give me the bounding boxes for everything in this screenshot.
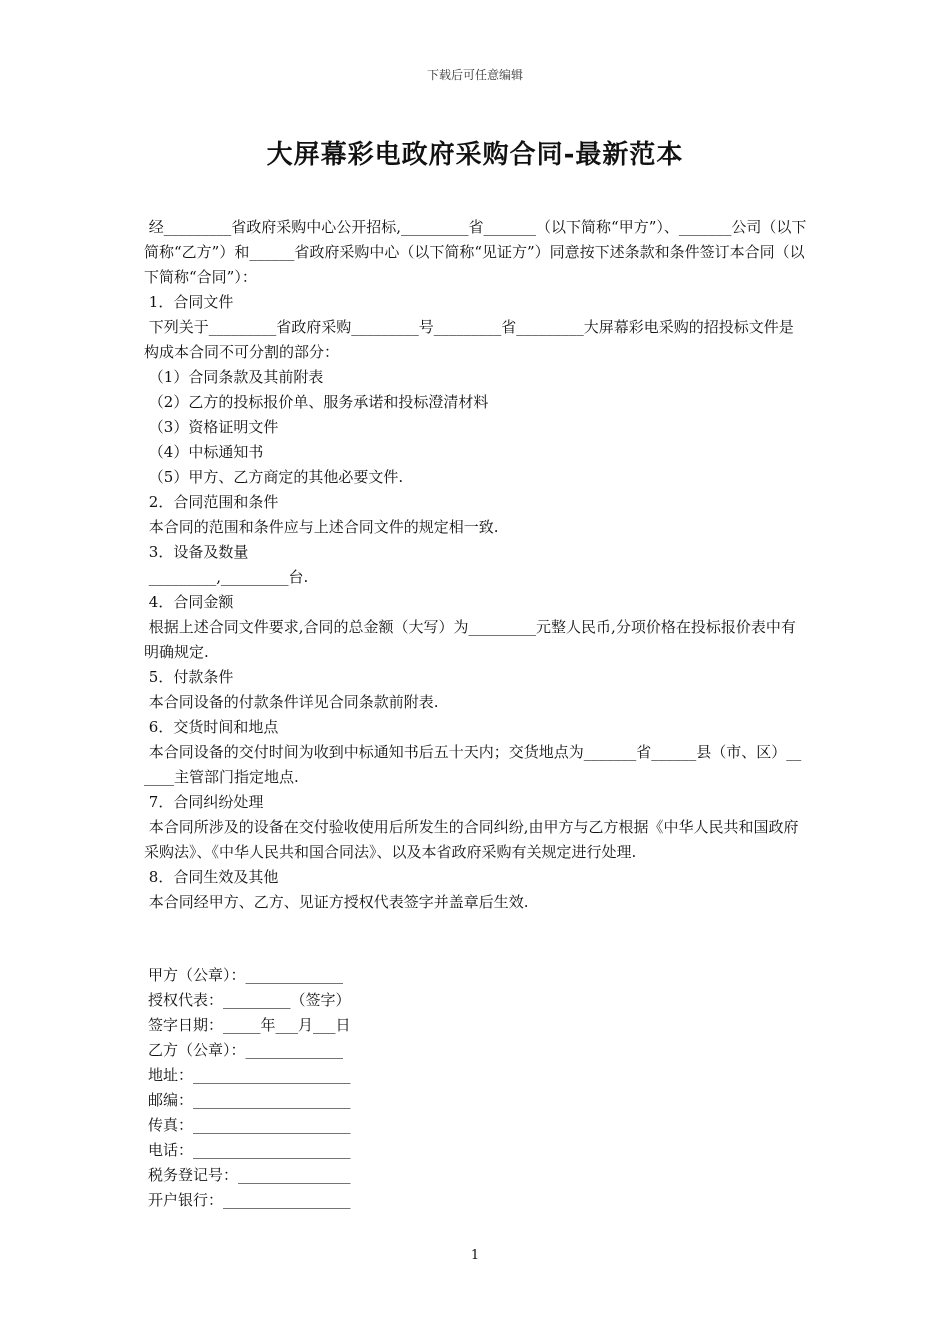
section-heading-delivery: 6．交货时间和地点 bbox=[144, 718, 279, 736]
equipment-paragraph: _________,_________台. bbox=[144, 568, 309, 586]
section-heading-contract-documents: 1．合同文件 bbox=[144, 293, 234, 311]
signature-line: 甲方（公章）：_____________ bbox=[148, 966, 344, 984]
effectiveness-paragraph: 本合同经甲方、乙方、见证方授权代表签字并盖章后生效. bbox=[144, 893, 529, 911]
intro-paragraph: 经_________省政府采购中心公开招标,_________省_______（以下简称“甲方”）、_______公司（以下简称“乙方”）和______省政府采购中心（以下简称“见证方”）同意按下述条款和条件签订本合同（以下简称“合同”）： bbox=[144, 218, 807, 286]
contract-documents-paragraph: 下列关于_________省政府采购_________号_________省_________大屏幕彩电采购的招投标文件是构成本合同不可分割的部分： bbox=[144, 318, 794, 361]
payment-paragraph: 本合同设备的付款条件详见合同条款前附表. bbox=[144, 693, 439, 711]
signature-line: 开户银行：_________________ bbox=[148, 1191, 351, 1209]
section-heading-disputes: 7．合同纠纷处理 bbox=[144, 793, 264, 811]
signature-line: 税务登记号：_______________ bbox=[148, 1166, 351, 1184]
signature-line: 乙方（公章）：_____________ bbox=[148, 1041, 344, 1059]
section-heading-scope: 2．合同范围和条件 bbox=[144, 493, 279, 511]
section-heading-equipment: 3．设备及数量 bbox=[144, 543, 249, 561]
signature-line: 授权代表：_________（签字） bbox=[148, 991, 351, 1009]
contract-body bbox=[144, 215, 808, 915]
disputes-paragraph: 本合同所涉及的设备在交付验收使用后所发生的合同纠纷,由甲方与乙方根据《中华人民共和国政府采购法》、《中华人民共和国合同法》、以及本省政府采购有关规定进行处理. bbox=[144, 818, 799, 861]
header-note: 下载后可任意编辑 bbox=[426, 68, 523, 82]
page-number: 1 bbox=[470, 1248, 480, 1263]
section-heading-amount: 4．合同金额 bbox=[144, 593, 234, 611]
scope-paragraph: 本合同的范围和条件应与上述合同文件的规定相一致. bbox=[144, 518, 499, 536]
signature-line: 签字日期：_____年___月___日 bbox=[148, 1016, 351, 1034]
amount-paragraph: 根据上述合同文件要求,合同的总金额（大写）为_________元整人民币,分项价格在投标报价表中有明确规定. bbox=[144, 618, 796, 661]
list-item: （5）甲方、乙方商定的其他必要文件. bbox=[144, 468, 404, 486]
signature-line: 邮编：_____________________ bbox=[148, 1091, 351, 1109]
section-heading-payment: 5．付款条件 bbox=[144, 668, 234, 686]
signature-line: 传真：_____________________ bbox=[148, 1116, 351, 1134]
signature-block bbox=[148, 963, 548, 1213]
list-item: （3）资格证明文件 bbox=[144, 418, 279, 436]
signature-line: 地址：_____________________ bbox=[148, 1066, 351, 1084]
list-item: （4）中标通知书 bbox=[144, 443, 264, 461]
list-item: （2）乙方的投标报价单、服务承诺和投标澄清材料 bbox=[144, 393, 489, 411]
section-heading-effectiveness: 8．合同生效及其他 bbox=[144, 868, 279, 886]
signature-line: 电话：_____________________ bbox=[148, 1141, 351, 1159]
list-item: （1）合同条款及其前附表 bbox=[144, 368, 324, 386]
document-title: 大屏幕彩电政府采购合同-最新范本 bbox=[266, 140, 684, 170]
delivery-paragraph: 本合同设备的交付时间为收到中标通知书后五十天内；交货地点为_______省______县（市、区）______主管部门指定地点. bbox=[144, 743, 802, 786]
